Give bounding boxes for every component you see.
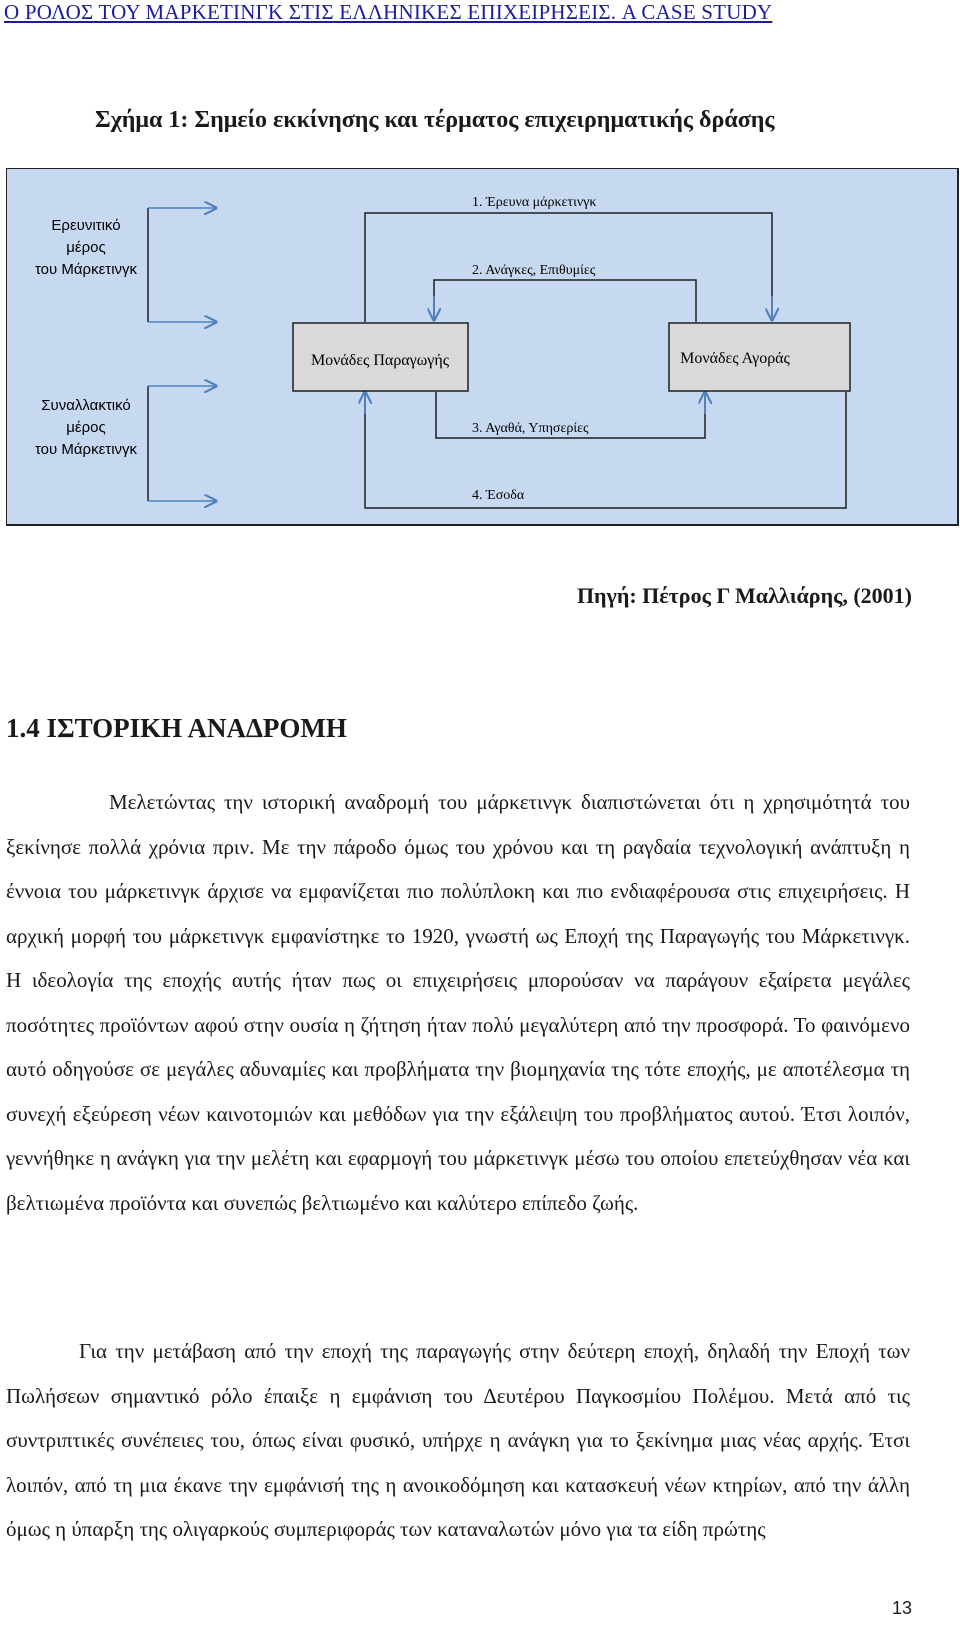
section-heading: 1.4 ΙΣΤΟΡΙΚΗ ΑΝΑΔΡΟΜΗ xyxy=(6,713,347,743)
market-units-label: Μονάδες Αγοράς xyxy=(680,350,790,367)
research-label-line2: μέρος xyxy=(66,239,106,256)
figure-source: Πηγή: Πέτρος Γ Μαλλιάρης, (2001) xyxy=(576,583,912,608)
transactional-label-line3: του Μάρκετινγκ xyxy=(34,441,138,458)
production-units-label: Μονάδες Παραγωγής xyxy=(310,352,450,369)
flow3-label: 3. Αγαθά, Υπησερίες xyxy=(472,421,589,436)
research-label-line1: Ερευνιτικό xyxy=(51,217,121,234)
flow2-label: 2. Ανάγκες, Επιθυμίες xyxy=(472,263,596,278)
research-label-line3: του Μάρκετινγκ xyxy=(34,261,138,278)
market-units-box xyxy=(669,323,850,391)
transactional-label-line1: Συναλλακτικό xyxy=(41,397,131,414)
page-number: 13 xyxy=(891,1598,912,1618)
paragraph-1: Μελετώντας την ιστορική αναδρομή του μάρκετινγκ διαπιστώνεται ότι η χρησιμότητά του ξεκίνησε πολλά χρόνια πριν. Με την πάροδο όμως του χρόνου και τη ραγδαία τεχνολογική ανάπτυξη η έννοια του μάρκετινγκ άρχισε να εμφανίζεται πιο πολύπλοκη και πιο ενδιαφέρουσα στις επιχειρήσεις. Η αρχική μορφή του μάρκετινγκ εμφανίστηκε το 1920, γνωστή ως Εποχή της Παραγωγής του Μάρκετινγκ. Η ιδεολογία της εποχής αυτής ήταν πως οι επιχειρήσεις μπορούσαν να παράγουν εξαίρετα μεγάλες ποσότητες προϊόντων αφού στην ουσία η ζήτηση ήταν πολύ μεγαλύτερη από την προσφορά. Το φαινόμενο αυτό οδηγούσε σε μεγάλες αδυναμίες και προβλήματα την βιομηχανία της τότε εποχής, με αποτέλεσμα τη συνεχή εξεύρεση νέων καινοτομιών και μεθόδων για την εξάλειψη του προβλήματος αυτού. Έτσι λοιπόν, γεννήθηκε η ανάγκη για την μελέτη και εφαρμογή του μάρκετινγκ μέσω του οποίου επετεύχθησαν νέα και βελτιωμένα προϊόντα και συνεπώς βελτιωμένο και καλύτερο επίπεδο ζωής. xyxy=(6,790,910,1215)
paragraph-2: Για την μετάβαση από την εποχή της παραγωγής στην δεύτερη εποχή, δηλαδή την Εποχή των Πωλήσεων σημαντικό ρόλο έπαιξε η εμφάνιση του Δευτέρου Παγκοσμίου Πολέμου. Μετά από τις συντριπτικές συνέπειες του, όπως είναι φυσικό, υπήρχε η ανάγκη για το ξεκίνημα μιας νέας αρχής. Έτσι λοιπόν, από τη μια έκανε την εμφάνισή της η ανοικοδόμηση και κατασκευή νέων κτηρίων, από την άλλη όμως η ύπαρξη της ολιγαρκούς συμπεριφοράς των καταναλωτών μόνο για τα είδη πρώτης xyxy=(6,1339,910,1541)
transactional-label-line2: μέρος xyxy=(66,419,106,436)
marketing-flow-diagram xyxy=(6,168,960,547)
document-header: Ο ΡΟΛΟΣ ΤΟΥ ΜΑΡΚΕΤΙΝΓΚ ΣΤΙΣ ΕΛΛΗΝΙΚΕΣ ΕΠΙΧΕΙΡΗΣΕΙΣ. A CASE STUDY xyxy=(4,0,773,24)
flow1-label: 1. Έρευνα μάρκετινγκ xyxy=(472,195,597,210)
figure-title: Σχήμα 1: Σημείο εκκίνησης και τέρματος επιχειρηματικής δράσης xyxy=(95,107,775,133)
flow4-label: 4. Έσοδα xyxy=(472,488,525,503)
production-units-box xyxy=(293,323,468,391)
